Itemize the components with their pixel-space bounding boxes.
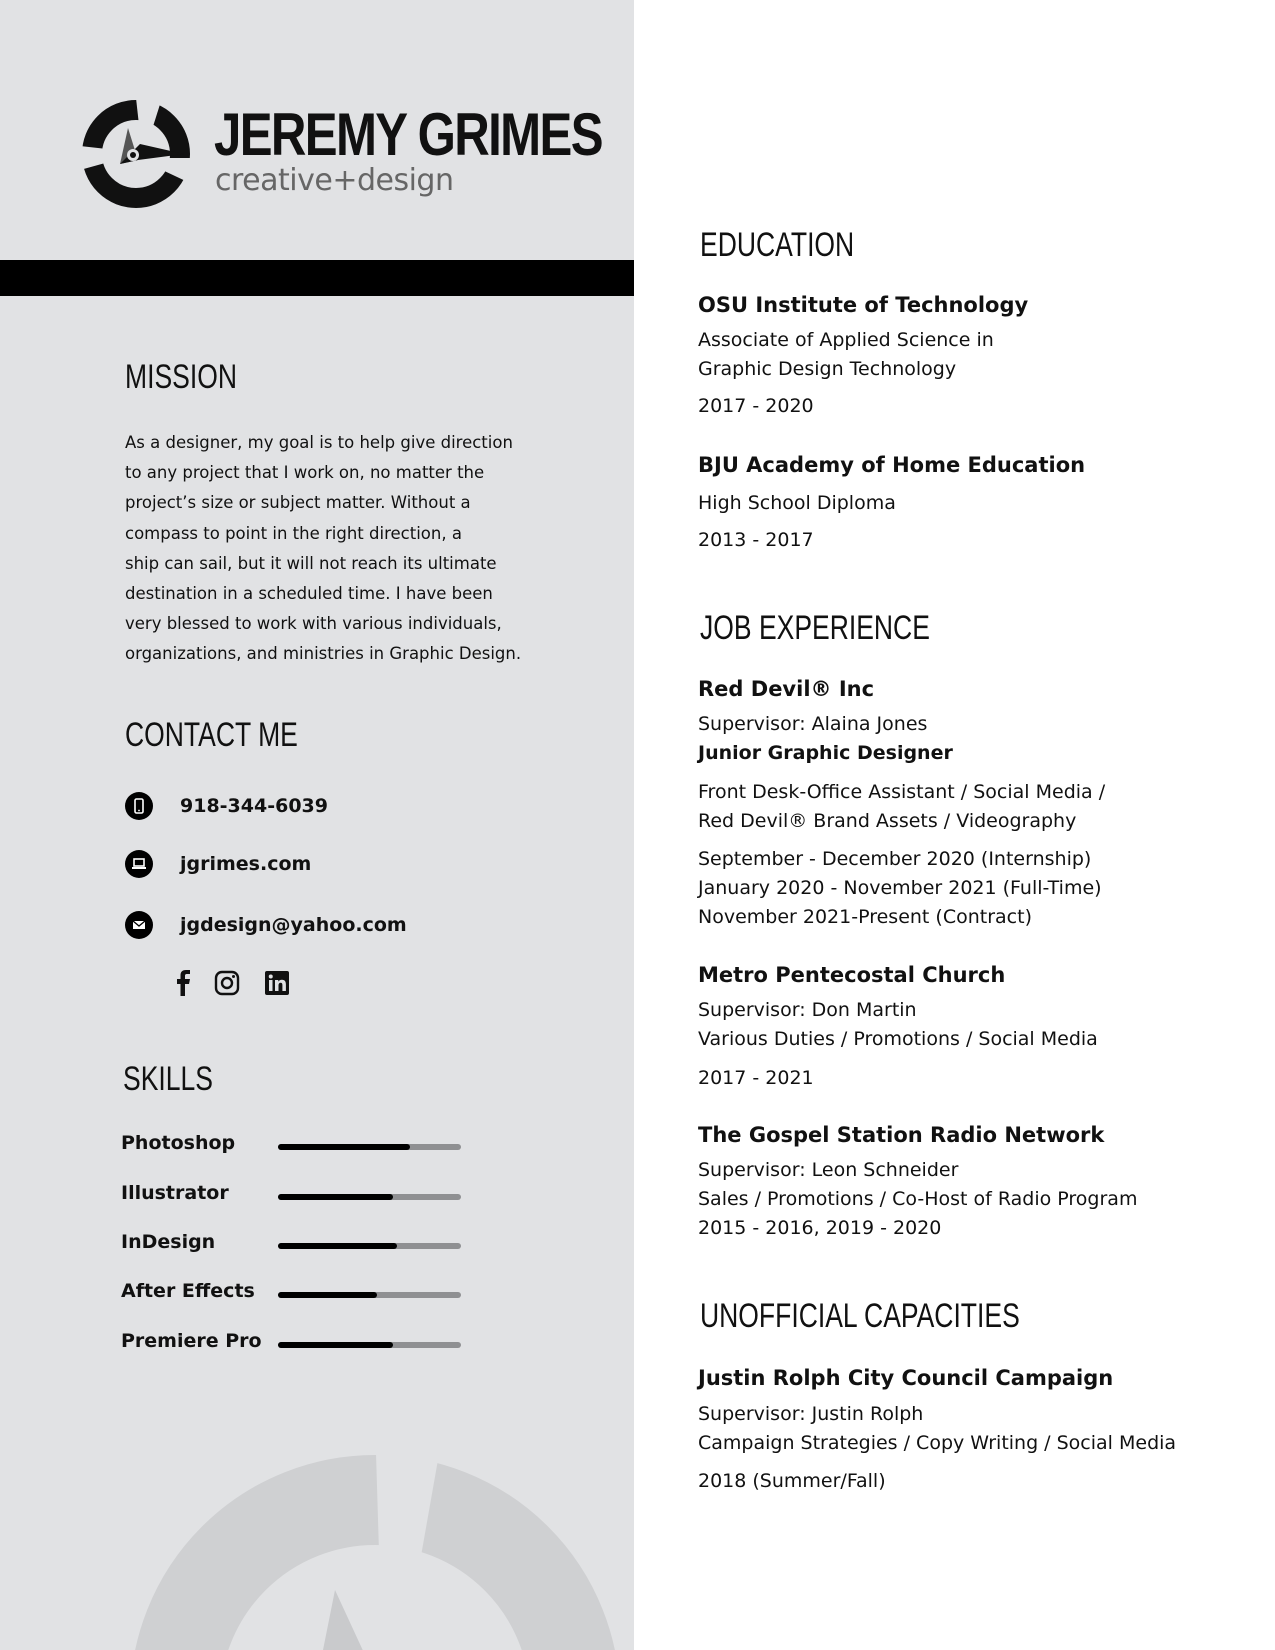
skill-bar-fill bbox=[278, 1342, 393, 1348]
mission-line: to any project that I work on, no matter the bbox=[125, 463, 485, 483]
compass-watermark-icon bbox=[95, 1420, 634, 1650]
job-dates: 2017 - 2021 bbox=[698, 1067, 814, 1089]
linkedin-icon[interactable] bbox=[263, 968, 291, 998]
job-dates: 2018 (Summer/Fall) bbox=[698, 1470, 886, 1492]
skill-bar bbox=[278, 1243, 461, 1249]
mission-line: compass to point in the right direction, a bbox=[125, 523, 462, 543]
header-divider-bar bbox=[0, 260, 634, 296]
skill-label: InDesign bbox=[121, 1231, 216, 1253]
degree-line: High School Diploma bbox=[698, 492, 896, 514]
unofficial-title: UNOFFICIAL CAPACITIES bbox=[700, 1297, 1020, 1335]
job-duties: Sales / Promotions / Co-Host of Radio Program bbox=[698, 1188, 1138, 1210]
company-name: Red Devil® Inc bbox=[698, 677, 875, 701]
skill-bar-fill bbox=[278, 1144, 410, 1150]
skill-row bbox=[121, 1132, 461, 1162]
skill-bar bbox=[278, 1144, 461, 1150]
job-dates: January 2020 - November 2021 (Full-Time) bbox=[698, 877, 1102, 899]
sidebar bbox=[0, 0, 634, 1650]
skill-bar bbox=[278, 1342, 461, 1348]
school-name: BJU Academy of Home Education bbox=[698, 453, 1086, 477]
envelope-icon bbox=[125, 911, 153, 939]
skill-row bbox=[121, 1330, 461, 1360]
mission-line: very blessed to work with various individuals, bbox=[125, 614, 502, 634]
email-link[interactable]: jgdesign@yahoo.com bbox=[180, 914, 407, 936]
experience-title: JOB EXPERIENCE bbox=[700, 609, 930, 647]
skills-title: SKILLS bbox=[123, 1060, 213, 1098]
skill-label: After Effects bbox=[121, 1280, 255, 1302]
person-name: JEREMY GRIMES bbox=[214, 101, 602, 168]
degree-line: Associate of Applied Science in bbox=[698, 329, 994, 351]
skill-label: Photoshop bbox=[121, 1132, 236, 1154]
job-dates: November 2021-Present (Contract) bbox=[698, 906, 1032, 928]
company-name: The Gospel Station Radio Network bbox=[698, 1123, 1105, 1147]
education-years: 2017 - 2020 bbox=[698, 395, 814, 417]
skill-label: Illustrator bbox=[121, 1182, 229, 1204]
mission-line: destination in a scheduled time. I have been bbox=[125, 584, 493, 604]
education-years: 2013 - 2017 bbox=[698, 529, 814, 551]
job-dates: 2015 - 2016, 2019 - 2020 bbox=[698, 1217, 942, 1239]
main-content bbox=[634, 0, 1275, 1650]
degree-line: Graphic Design Technology bbox=[698, 358, 957, 380]
mission-line: organizations, and ministries in Graphic Design. bbox=[125, 644, 522, 664]
skill-bar-fill bbox=[278, 1243, 397, 1249]
company-name: Metro Pentecostal Church bbox=[698, 963, 1006, 987]
job-role: Junior Graphic Designer bbox=[698, 742, 953, 764]
compass-logo-icon bbox=[80, 98, 192, 210]
contact-website-row bbox=[125, 850, 311, 878]
supervisor: Supervisor: Justin Rolph bbox=[698, 1403, 924, 1425]
mission-line: As a designer, my goal is to help give direction bbox=[125, 433, 513, 452]
skill-row bbox=[121, 1280, 461, 1310]
supervisor: Supervisor: Alaina Jones bbox=[698, 713, 928, 735]
mission-line: ship can sail, but it will not reach its ultimate bbox=[125, 553, 497, 573]
tagline: creative+design bbox=[215, 163, 454, 198]
phone-number[interactable]: 918-344-6039 bbox=[180, 795, 328, 817]
mission-text bbox=[125, 428, 545, 670]
skill-row bbox=[121, 1231, 461, 1261]
skill-bar bbox=[278, 1292, 461, 1298]
job-duties: Front Desk-Office Assistant / Social Media / bbox=[698, 781, 1106, 803]
website-link[interactable]: jgrimes.com bbox=[180, 853, 312, 875]
job-duties: Campaign Strategies / Copy Writing / Social Media bbox=[698, 1432, 1177, 1454]
instagram-icon[interactable] bbox=[213, 968, 241, 998]
job-duties: Various Duties / Promotions / Social Media bbox=[698, 1028, 1098, 1050]
job-dates: September - December 2020 (Internship) bbox=[698, 848, 1092, 870]
phone-icon bbox=[125, 792, 153, 820]
contact-phone-row bbox=[125, 792, 328, 820]
supervisor: Supervisor: Leon Schneider bbox=[698, 1159, 959, 1181]
education-title: EDUCATION bbox=[700, 226, 855, 264]
mission-title: MISSION bbox=[125, 358, 237, 396]
skill-bar-fill bbox=[278, 1194, 393, 1200]
job-duties: Red Devil® Brand Assets / Videography bbox=[698, 810, 1077, 832]
skill-bar bbox=[278, 1194, 461, 1200]
mission-line: project’s size or subject matter. Without a bbox=[125, 493, 471, 513]
contact-email-row bbox=[125, 911, 407, 939]
supervisor: Supervisor: Don Martin bbox=[698, 999, 917, 1021]
contact-title: CONTACT ME bbox=[125, 716, 298, 754]
school-name: OSU Institute of Technology bbox=[698, 293, 1029, 317]
facebook-icon[interactable] bbox=[172, 968, 194, 998]
skill-bar-fill bbox=[278, 1292, 377, 1298]
skill-label: Premiere Pro bbox=[121, 1330, 262, 1352]
company-name: Justin Rolph City Council Campaign bbox=[698, 1366, 1114, 1390]
laptop-icon bbox=[125, 850, 153, 878]
skill-row bbox=[121, 1182, 461, 1212]
